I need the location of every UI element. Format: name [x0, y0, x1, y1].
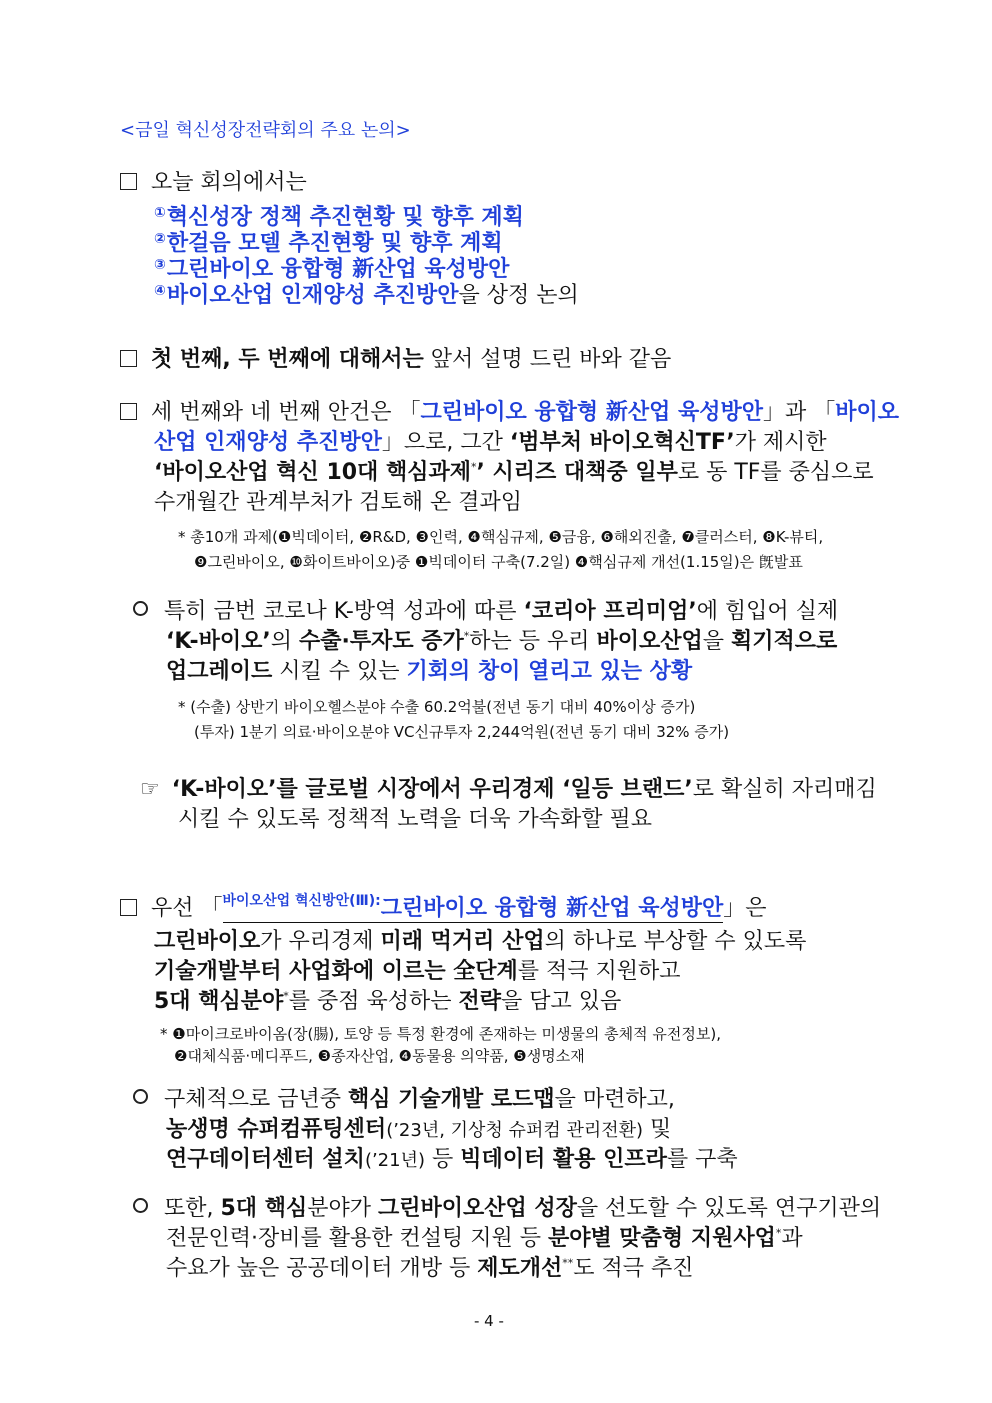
- checkbox-square-icon: [120, 403, 137, 420]
- agenda-header-note: <금일 혁신성장전략회의 주요 논의>: [120, 120, 411, 141]
- checkbox-square-icon: [120, 350, 137, 367]
- section-7-line-3: 연구데이터센터 설치(’21년) 등 빅데이터 활용 인프라를 구축: [166, 1147, 738, 1172]
- agenda-item-3: ③그린바이오 융합형 新산업 육성방안: [154, 257, 510, 282]
- section-3-line-4: 수개월간 관계부처가 검토해 온 결과임: [154, 490, 523, 515]
- section-7-line-2: 농생명 슈퍼컴퓨팅센터(’23년, 기상청 슈퍼컴 관리전환) 및: [166, 1117, 672, 1142]
- section-6-note-1: * ❶마이크로바이옴(장(腸), 토양 등 특정 환경에 존재하는 미생물의 총체적 유전정보),: [160, 1025, 721, 1043]
- section-1-intro: 오늘 회의에서는: [120, 165, 307, 196]
- agenda-item-2: ②한걸음 모델 추진현황 및 향후 계획: [154, 231, 503, 256]
- section-2: 첫 번째, 두 번째에 대해서는 앞서 설명 드린 바와 같음: [120, 342, 671, 373]
- section-8-line-3: 수요가 높은 공공데이터 개방 등 제도개선**도 적극 추진: [166, 1256, 694, 1281]
- bullet-circle-icon: [133, 1198, 148, 1213]
- section-5-line-1: ☞ ‘K-바이오’를 글로벌 시장에서 우리경제 ‘일등 브랜드’로 확실히 자리매김: [140, 777, 877, 802]
- section-3-line-1: 세 번째와 네 번째 안건은 「그린바이오 융합형 新산업 육성방안」과 「바이오: [120, 395, 899, 426]
- section-4-note-1: * (수출) 상반기 바이오헬스분야 수출 60.2억불(전년 동기 대비 40%이상 증가): [178, 698, 696, 716]
- section-6-line-4: 5대 핵심분야*를 중점 육성하는 전략을 담고 있음: [154, 989, 622, 1014]
- section-6-line-2: 그린바이오가 우리경제 미래 먹거리 산업의 하나로 부상할 수 있도록: [154, 929, 807, 954]
- section-6-note-2: ❷대체식품·메디푸드, ❸종자산업, ❹동물용 의약품, ❺생명소재: [174, 1047, 585, 1065]
- section-4-note-2: (투자) 1분기 의료·바이오분야 VC신규투자 2,244억원(전년 동기 대비 32% 증가): [194, 723, 730, 741]
- section-6-line-1: 우선 「$^{바이오산업 혁신방안(Ⅲ):}$그린바이오 융합형 新산업 육성방안」은: [120, 890, 767, 922]
- section-3-note-1: * 총10개 과제(❶빅데이터, ❷R&D, ❸인력, ❹핵심규제, ❺금융, ❻해외진출, ❼클러스터, ❽K-뷰티,: [178, 528, 824, 546]
- section-5-line-2: 시킬 수 있도록 정책적 노력을 더욱 가속화할 필요: [178, 807, 652, 832]
- section-8-line-2: 전문인력·장비를 활용한 컨설팅 지원 등 분야별 맞춤형 지원사업*과: [166, 1226, 803, 1251]
- section-7-line-1: 구체적으로 금년중 핵심 기술개발 로드맵을 마련하고,: [133, 1082, 675, 1113]
- section-3-note-2: ❾그린바이오, ❿화이트바이오)중 ❶빅데이터 구축(7.2일) ❹핵심규제 개선(1.15일)은 旣발표: [194, 553, 803, 571]
- section-3-line-3: ‘바이오산업 혁신 10대 핵심과제*’ 시리즈 대책중 일부로 동 TF를 중심으로: [154, 460, 874, 485]
- section-3-line-2: 산업 인재양성 추진방안」으로, 그간 ‘범부처 바이오혁신TF’가 제시한: [154, 430, 827, 455]
- section-8-line-1: 또한, 5대 핵심분야가 그린바이오산업 성장을 선도할 수 있도록 연구기관의: [133, 1191, 881, 1222]
- agenda-item-1: ①혁신성장 정책 추진현황 및 향후 계획: [154, 205, 524, 230]
- agenda-item-4: ④바이오산업 인재양성 추진방안을 상정 논의: [154, 283, 579, 308]
- checkbox-square-icon: [120, 173, 137, 190]
- bullet-circle-icon: [133, 1089, 148, 1104]
- bullet-circle-icon: [133, 601, 148, 616]
- pointing-hand-icon: ☞: [140, 777, 160, 802]
- checkbox-square-icon: [120, 899, 137, 916]
- section-4-line-3: 업그레이드 시킬 수 있는 기회의 창이 열리고 있는 상황: [166, 659, 693, 684]
- section-4-line-2: ‘K-바이오’의 수출·투자도 증가*하는 등 우리 바이오산업을 획기적으로: [166, 629, 838, 654]
- section-6-line-3: 기술개발부터 사업화에 이르는 全단계를 적극 지원하고: [154, 959, 681, 984]
- section-4-line-1: 특히 금번 코로나 K-방역 성과에 따른 ‘코리아 프리미엄’에 힘입어 실제: [133, 594, 838, 625]
- page-number: - 4 -: [474, 1312, 504, 1330]
